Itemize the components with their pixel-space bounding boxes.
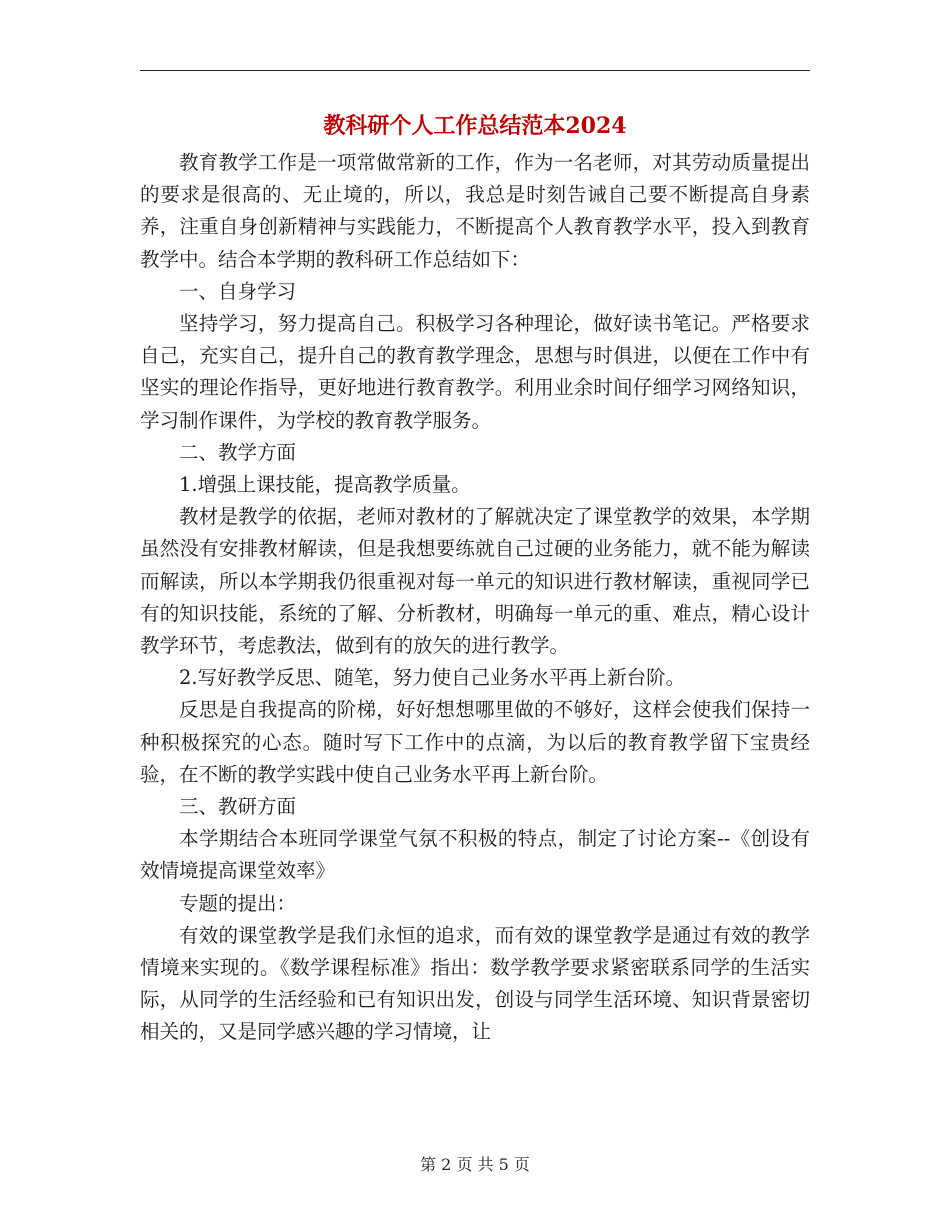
header-rule bbox=[140, 70, 810, 71]
document-title: 教科研个人工作总结范本2024 bbox=[323, 113, 627, 139]
paragraph-research-plan: 本学期结合本班同学课堂气氛不积极的特点，制定了讨论方案--《创设有效情境提高课堂效率》 bbox=[140, 827, 810, 883]
document-body bbox=[140, 147, 810, 1049]
paragraph-effective-teaching: 有效的课堂教学是我们永恒的追求，而有效的课堂教学是通过有效的教学情境来实现的。《数学课程标准》指出：数学教学要求紧密联系同学的生活实际，从同学的生活经验和已有知识出发，创设与同学生活环境、知识背景密切相关的，又是同学感兴趣的学习情境，让 bbox=[140, 923, 810, 1044]
paragraph-intro: 教育教学工作是一项常做常新的工作，作为一名老师，对其劳动质量提出的要求是很高的、无止境的，所以，我总是时刻告诫自己要不断提高自身素养，注重自身创新精神与实践能力，不断提高个人教育教学水平，投入到教育教学中。结合本学期的教科研工作总结如下： bbox=[140, 151, 810, 271]
paragraph-teaching-materials: 教材是教学的依据，老师对教材的了解就决定了课堂教学的效果，本学期虽然没有安排教材解读，但是我想要练就自己过硬的业务能力，就不能为解读而解读，所以本学期我仍很重视对每一单元的知识进行教材解读，重视同学已有的知识技能，系统的了解、分析教材，明确每一单元的重、难点，精心设计教学环节，考虑教法，做到有的放矢的进行教学。 bbox=[140, 505, 810, 658]
section-heading-research: 三、教研方面 bbox=[179, 795, 297, 819]
subheading-teaching-2: 2.写好教学反思、随笔，努力使自己业务水平再上新台阶。 bbox=[179, 666, 686, 690]
subheading-teaching-1: 1.增强上课技能，提高教学质量。 bbox=[179, 473, 471, 497]
subheading-topic-proposal: 专题的提出： bbox=[179, 891, 297, 915]
page-footer bbox=[0, 1153, 950, 1177]
section-heading-teaching: 二、教学方面 bbox=[179, 440, 297, 464]
paragraph-reflection: 反思是自我提高的阶梯，好好想想哪里做的不够好，这样会使我们保持一种积极探究的心态。随时写下工作中的点滴，为以后的教育教学留下宝贵经验，在不断的教学实践中使自己业务水平再上新台阶。 bbox=[140, 698, 810, 786]
page-number-label: 第 2 页 共 5 页 bbox=[420, 1155, 530, 1174]
paragraph-self-study: 坚持学习，努力提高自己。积极学习各种理论，做好读书笔记。严格要求自己，充实自己，提升自己的教育教学理念，思想与时俱进，以便在工作中有坚实的理论作指导，更好地进行教育教学。利用业余时间仔细学习网络知识，学习制作课件，为学校的教育教学服务。 bbox=[140, 312, 810, 432]
section-heading-self-study: 一、自身学习 bbox=[179, 279, 297, 303]
